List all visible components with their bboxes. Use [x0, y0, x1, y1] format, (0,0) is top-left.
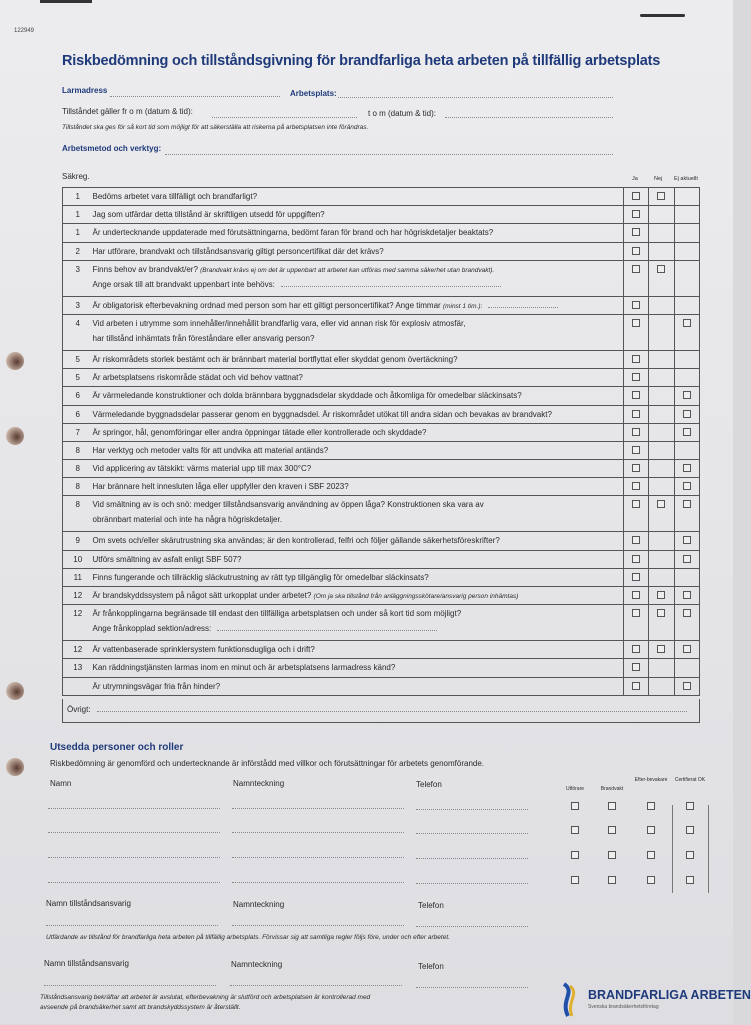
- role-checkbox-efterbevakare[interactable]: [647, 826, 655, 834]
- sakreg-number: 8: [63, 441, 93, 459]
- question-cell: [93, 478, 624, 496]
- role-checkbox-efterbevakare[interactable]: [647, 851, 655, 859]
- sakreg-number: 11: [63, 568, 93, 586]
- sign2-telefon-field[interactable]: [416, 987, 528, 988]
- question-text: Finns behov av brandvakt/er?: [92, 264, 198, 274]
- sakreg-number: 3: [63, 260, 93, 296]
- role-header: Brandvakt: [600, 786, 624, 792]
- role-checkbox-utforare[interactable]: [571, 876, 579, 884]
- ovrigt-label: Övrigt:: [67, 705, 91, 714]
- sakreg-number: 12: [63, 587, 93, 605]
- checkbox-nej[interactable]: [657, 500, 665, 508]
- punch-hole: [6, 758, 24, 776]
- role-checkbox-certifierat[interactable]: [686, 876, 694, 884]
- role-checkbox-efterbevakare[interactable]: [647, 876, 655, 884]
- sakreg-number: 8: [63, 496, 93, 532]
- namn-header: Namn: [50, 779, 72, 788]
- checkbox-ej[interactable]: [683, 500, 691, 508]
- checklist-row: [63, 314, 700, 350]
- flame-icon: [558, 982, 584, 1020]
- checkbox-ej[interactable]: [683, 536, 691, 544]
- question-cell: [93, 405, 624, 423]
- question-cell: [93, 550, 624, 568]
- checkbox-ej[interactable]: [683, 682, 691, 690]
- person-telefon-field[interactable]: [416, 883, 528, 884]
- role-checkbox-brandvakt[interactable]: [608, 876, 616, 884]
- question-text: Är utrymningsvägar fria från hinder?: [92, 681, 221, 691]
- question-text: Är undertecknande uppdaterade med förutsättningarna, bedömt faran för brand och har högriskdetaljer beaktats?: [92, 228, 494, 238]
- sakreg-number: 1: [63, 188, 93, 206]
- role-checkbox-utforare[interactable]: [571, 826, 579, 834]
- person-namn-field[interactable]: [48, 857, 220, 858]
- checkbox-ja[interactable]: [632, 265, 640, 273]
- larmadress-field[interactable]: [110, 96, 280, 97]
- question-text: Bedöms arbetet vara tillfälligt och brandfarligt?: [92, 192, 258, 201]
- checkbox-ja[interactable]: [632, 228, 640, 236]
- sakreg-number: 9: [63, 532, 93, 550]
- role-checkbox-certifierat[interactable]: [686, 802, 694, 810]
- sign2-namn-label: Namn tillståndsansvarig: [44, 959, 129, 968]
- role-checkbox-brandvakt[interactable]: [608, 802, 616, 810]
- checklist-row: [63, 405, 700, 423]
- question-text: Är arbetsplatsens riskområde städat och vid behov vattnat?: [92, 373, 303, 383]
- checkbox-ja[interactable]: [632, 682, 640, 690]
- sakreg-number: 1: [63, 224, 93, 242]
- person-telefon-field[interactable]: [416, 858, 528, 859]
- checkbox-ja[interactable]: [632, 446, 640, 454]
- checklist-row: [63, 677, 700, 695]
- question-text: Utförs smältning av asfalt enligt SBF 507?: [92, 554, 242, 564]
- punch-hole: [6, 352, 24, 370]
- checklist-row: [63, 532, 700, 550]
- sakreg-number: 12: [63, 605, 93, 641]
- question-cell: [93, 314, 624, 350]
- sign2-namn-field[interactable]: [44, 985, 216, 986]
- role-header: Certifierat OK: [674, 777, 706, 783]
- sakreg-number: 6: [63, 405, 93, 423]
- checkbox-ja[interactable]: [632, 645, 640, 653]
- checkbox-ja[interactable]: [632, 609, 640, 617]
- question-text: Är obligatorisk efterbevakning ordnad med person som har ett giltigt personcertifikat? Ange timmar: [92, 300, 441, 310]
- form-title: Riskbedömning och tillståndsgivning för brandfarliga heta arbeten på tillfällig arbetsplats: [62, 53, 661, 69]
- question-text-line2: Ange orsak till att brandvakt uppenbart inte behövs:: [92, 279, 275, 289]
- checklist-row: [63, 587, 700, 605]
- question-text: Vid applicering av tätskikt: värms material upp till max 300°C?: [92, 464, 312, 474]
- checklist-table: [62, 187, 700, 696]
- top-strip: [0, 0, 733, 30]
- question-text: Vid smältning av is och snö: medger tillståndsansvarig användning av öppen låga? Konstruktionen ska vara av: [92, 500, 484, 510]
- logo-sub: Svenska brandsäkerhetsföretag: [588, 1004, 659, 1010]
- brand-logo: [558, 982, 751, 1025]
- ovrigt-row: [62, 699, 700, 723]
- question-note: (Brandvakt krävs ej om det är uppenbart att arbetet kan utföras med samma säkerhet utan brandvakt).: [200, 266, 495, 274]
- question-note: (Om ja ska tillstånd från anläggningsskötare/ansvarig person inhämtas): [313, 593, 519, 600]
- person-namn-field[interactable]: [48, 882, 220, 883]
- checkbox-ja[interactable]: [632, 410, 640, 418]
- checkbox-ja[interactable]: [632, 210, 640, 218]
- question-text: Har brännare helt innesluten låga eller uppfyller den kraven i SBF 2023?: [92, 482, 349, 492]
- question-cell: [93, 677, 624, 695]
- sign1-namn-field[interactable]: [46, 925, 218, 926]
- answer-field[interactable]: [217, 630, 437, 631]
- answer-field[interactable]: [488, 307, 558, 308]
- checkbox-ej[interactable]: [683, 645, 691, 653]
- checkbox-ja[interactable]: [632, 391, 640, 399]
- checkbox-ja[interactable]: [632, 591, 640, 599]
- checkbox-ja[interactable]: [632, 355, 640, 363]
- person-telefon-field[interactable]: [416, 833, 528, 834]
- checkbox-ja[interactable]: [632, 482, 640, 490]
- from-label: Tillståndet gäller fr o m (datum & tid):: [62, 107, 193, 116]
- question-text: Jag som utfärdar detta tillstånd är skriftligen utsedd för uppgiften?: [92, 210, 325, 220]
- checkbox-ej[interactable]: [683, 482, 691, 490]
- checkbox-ej[interactable]: [683, 391, 691, 399]
- question-cell: [93, 587, 624, 605]
- checklist-row: [63, 568, 700, 586]
- checklist-row: [63, 296, 700, 314]
- checklist-row: [63, 188, 700, 206]
- question-text: Har utförare, brandvakt och tillståndsansvarig giltigt personcertifikat där det krävs?: [92, 246, 384, 256]
- checkbox-ja[interactable]: [632, 464, 640, 472]
- checkbox-ej[interactable]: [683, 428, 691, 436]
- sign1-note: Utfärdande av tillstånd för brandfarliga heta arbeten på tillfällig arbetsplats. Förvissar sig att samtliga regler följs före, under och efter arbetet.: [46, 934, 450, 941]
- person-namn-field[interactable]: [48, 832, 220, 833]
- sakreg-number: 2: [63, 242, 93, 260]
- sakreg-number: 5: [63, 369, 93, 387]
- arbetsplats-field[interactable]: [338, 97, 613, 98]
- checkbox-ej[interactable]: [683, 319, 691, 327]
- question-cell: [93, 641, 624, 659]
- arbetsmetod-label: Arbetsmetod och verktyg:: [62, 144, 162, 153]
- question-cell: [93, 387, 624, 405]
- person-signature-field[interactable]: [232, 882, 404, 883]
- question-text: Kan räddningstjänsten larmas inom en minut och är arbetsplatsens larmadress känd?: [92, 663, 396, 673]
- sakreg-number: 12: [63, 641, 93, 659]
- question-cell: [93, 532, 624, 550]
- sign1-signature-field[interactable]: [232, 925, 404, 926]
- role-checkbox-efterbevakare[interactable]: [647, 802, 655, 810]
- checklist-row: [63, 550, 700, 568]
- col-ej-aktuellt: Ej aktuellt: [674, 176, 698, 182]
- role-checkbox-certifierat[interactable]: [686, 826, 694, 834]
- question-cell: [93, 423, 624, 441]
- sign2-signature-field[interactable]: [230, 985, 402, 986]
- sakreg-number: 5: [63, 350, 93, 368]
- checkbox-nej[interactable]: [657, 645, 665, 653]
- checkbox-ej[interactable]: [683, 591, 691, 599]
- checkbox-ja[interactable]: [632, 536, 640, 544]
- question-text: Har verktyg och metoder valts för att undvika att material antänds?: [92, 445, 329, 455]
- checkbox-ja[interactable]: [632, 373, 640, 381]
- person-signature-field[interactable]: [232, 808, 404, 809]
- namnteckning-header: Namnteckning: [233, 779, 285, 788]
- checkbox-nej[interactable]: [657, 591, 665, 599]
- question-cell: [93, 350, 624, 368]
- person-telefon-field[interactable]: [416, 809, 528, 810]
- checklist-row: [63, 242, 700, 260]
- role-header: Utförare: [565, 786, 585, 792]
- question-text-line2: har tillstånd inhämtats från föreståndare eller ansvarig person?: [92, 333, 315, 343]
- question-text: Finns fungerande och tillräcklig släckutrustning av rätt typ tillgänglig för omedelbar släckinsats?: [92, 572, 429, 582]
- sign1-telefon-label: Telefon: [418, 901, 444, 910]
- question-text-line2: Ange frånkopplad sektion/adress:: [92, 624, 212, 634]
- sign2-telefon-label: Telefon: [418, 962, 444, 971]
- question-text: Är brandskyddssystem på något sätt urkopplat under arbetet?: [92, 591, 312, 600]
- question-cell: [93, 369, 624, 387]
- role-checkbox-brandvakt[interactable]: [608, 826, 616, 834]
- checklist-row: [63, 206, 700, 224]
- role-checkbox-brandvakt[interactable]: [608, 851, 616, 859]
- question-cell: [93, 659, 624, 677]
- checklist-row: [63, 605, 700, 641]
- arbetsplats-label: Arbetsplats:: [290, 89, 337, 98]
- question-note: (minst 1 tim.):: [442, 302, 483, 310]
- question-cell: [93, 441, 624, 459]
- from-field[interactable]: [212, 117, 357, 118]
- checklist-row: [63, 441, 700, 459]
- checklist-row: [63, 387, 700, 405]
- checkbox-ej[interactable]: [683, 555, 691, 563]
- question-text: Vid arbeten i utrymme som innehåller/innehållit brandfarlig vara, eller vid annan risk för explosiv atmosfär,: [92, 318, 466, 328]
- checklist-row: [63, 460, 700, 478]
- doc-number: 122949: [14, 28, 35, 34]
- checkbox-nej[interactable]: [657, 609, 665, 617]
- sakreg-number: 8: [63, 460, 93, 478]
- checklist-row: [63, 224, 700, 242]
- sakreg-label: Säkreg.: [62, 172, 90, 181]
- question-cell: [93, 568, 624, 586]
- checkbox-ja[interactable]: [632, 319, 640, 327]
- sign1-namnteckning-label: Namnteckning: [233, 900, 285, 909]
- binder-tab: [640, 14, 685, 17]
- question-cell: [93, 242, 624, 260]
- question-cell: [93, 224, 624, 242]
- col-ja: Ja: [632, 176, 638, 182]
- question-cell: [93, 460, 624, 478]
- checklist-row: [63, 423, 700, 441]
- persons-intro: Riskbedömning är genomförd och undertecknande är införstådd med villkor och förutsättningar för arbetets genomförande.: [50, 759, 485, 768]
- punch-hole: [6, 427, 24, 445]
- checklist-row: [63, 478, 700, 496]
- checklist-row: [63, 496, 700, 532]
- checkbox-ja[interactable]: [632, 428, 640, 436]
- checklist-row: [63, 260, 700, 296]
- ovrigt-field[interactable]: [97, 711, 687, 712]
- answer-field[interactable]: [281, 286, 501, 287]
- person-namn-field[interactable]: [48, 808, 220, 809]
- sakreg-number: 6: [63, 387, 93, 405]
- checkbox-ja[interactable]: [632, 192, 640, 200]
- person-signature-field[interactable]: [232, 832, 404, 833]
- question-cell: [93, 260, 624, 296]
- checkbox-nej[interactable]: [657, 192, 665, 200]
- checkbox-ej[interactable]: [683, 410, 691, 418]
- checklist-row: [63, 369, 700, 387]
- logo-name: BRANDFARLIGA ARBETEN: [588, 988, 751, 1002]
- checkbox-ej[interactable]: [683, 609, 691, 617]
- checklist-row: [63, 350, 700, 368]
- question-text: Är frånkopplingarna begränsade till endast den tillfälliga arbetsplatsen och under så kort tid som möjligt?: [92, 609, 462, 619]
- sakreg-number: [63, 677, 93, 695]
- divider: [672, 805, 673, 893]
- binder-tab: [40, 0, 92, 3]
- sakreg-number: 4: [63, 314, 93, 350]
- sign1-telefon-field[interactable]: [416, 926, 528, 927]
- checkbox-ja[interactable]: [632, 247, 640, 255]
- role-checkbox-utforare[interactable]: [571, 851, 579, 859]
- telefon-header: Telefon: [416, 780, 442, 789]
- sakreg-number: 1: [63, 206, 93, 224]
- checkbox-ja[interactable]: [632, 573, 640, 581]
- sakreg-number: 3: [63, 296, 93, 314]
- validity-note: Tillståndet ska ges för så kort tid som möjligt för att säkerställa att riskerna på arbetsplatsen inte förändras.: [62, 124, 369, 131]
- sakreg-number: 8: [63, 478, 93, 496]
- question-text: Är springor, hål, genomföringar eller andra öppningar tätade eller kontrollerade och skyddade?: [92, 427, 427, 437]
- role-checkbox-utforare[interactable]: [571, 802, 579, 810]
- sign2-note: Tillståndsansvarig bekräftar att arbetet är avslutat, efterbevakning är slutförd och arbetsplatsen är kontrollerad med avseende på brandsäkerhet samt att brandskyddssystem är återställt.: [40, 994, 371, 1011]
- question-cell: [93, 605, 624, 641]
- checkbox-ja[interactable]: [632, 663, 640, 671]
- checkbox-ej[interactable]: [683, 464, 691, 472]
- question-text: Om svets och/eller skärutrustning ska användas; är den kontrollerad, felfri och följer gällande säkerhetsföreskrifter?: [92, 536, 500, 546]
- question-cell: [93, 296, 624, 314]
- checkbox-ja[interactable]: [632, 301, 640, 309]
- sakreg-number: 13: [63, 659, 93, 677]
- person-signature-field[interactable]: [232, 857, 404, 858]
- question-cell: [93, 206, 624, 224]
- question-text-line2: obrännbart material och inte ha några högriskdetaljer.: [92, 515, 282, 525]
- divider: [708, 805, 709, 893]
- question-text: Är riskområdets storlek bestämt och är brännbart material bortflyttat eller skyddat genom övertäckning?: [92, 354, 458, 364]
- sakreg-number: 7: [63, 423, 93, 441]
- sign1-namn-label: Namn tillståndsansvarig: [46, 899, 131, 908]
- checklist-row: [63, 641, 700, 659]
- checkbox-nej[interactable]: [657, 265, 665, 273]
- larmadress-label: Larmadress: [62, 86, 108, 95]
- sign2-namnteckning-label: Namnteckning: [231, 960, 283, 969]
- persons-heading: Utsedda personer och roller: [50, 742, 184, 753]
- question-text: Är värmeledande konstruktioner och dolda brännbara byggnadsdelar skyddade och åtkomliga för omedelbar släckinsats?: [92, 391, 522, 401]
- to-label: t o m (datum & tid):: [368, 109, 437, 118]
- question-cell: [93, 496, 624, 532]
- checklist-row: [63, 659, 700, 677]
- question-text: Är vattenbaserade sprinklersystem funktionsdugliga och i drift?: [92, 645, 315, 655]
- checkbox-ja[interactable]: [632, 555, 640, 563]
- arbetsmetod-field[interactable]: [165, 154, 613, 155]
- checkbox-ja[interactable]: [632, 500, 640, 508]
- question-text: Värmeledande byggnadsdelar passerar genom en byggnadsdel. Är riskområdet utökat till andra sidan och bevakas av brandvakt?: [92, 409, 552, 419]
- punch-hole: [6, 682, 24, 700]
- to-field[interactable]: [445, 117, 613, 118]
- sakreg-number: 10: [63, 550, 93, 568]
- role-checkbox-certifierat[interactable]: [686, 851, 694, 859]
- col-nej: Nej: [654, 176, 663, 182]
- role-header: Efter-bevakare: [634, 777, 668, 783]
- question-cell: [93, 188, 624, 206]
